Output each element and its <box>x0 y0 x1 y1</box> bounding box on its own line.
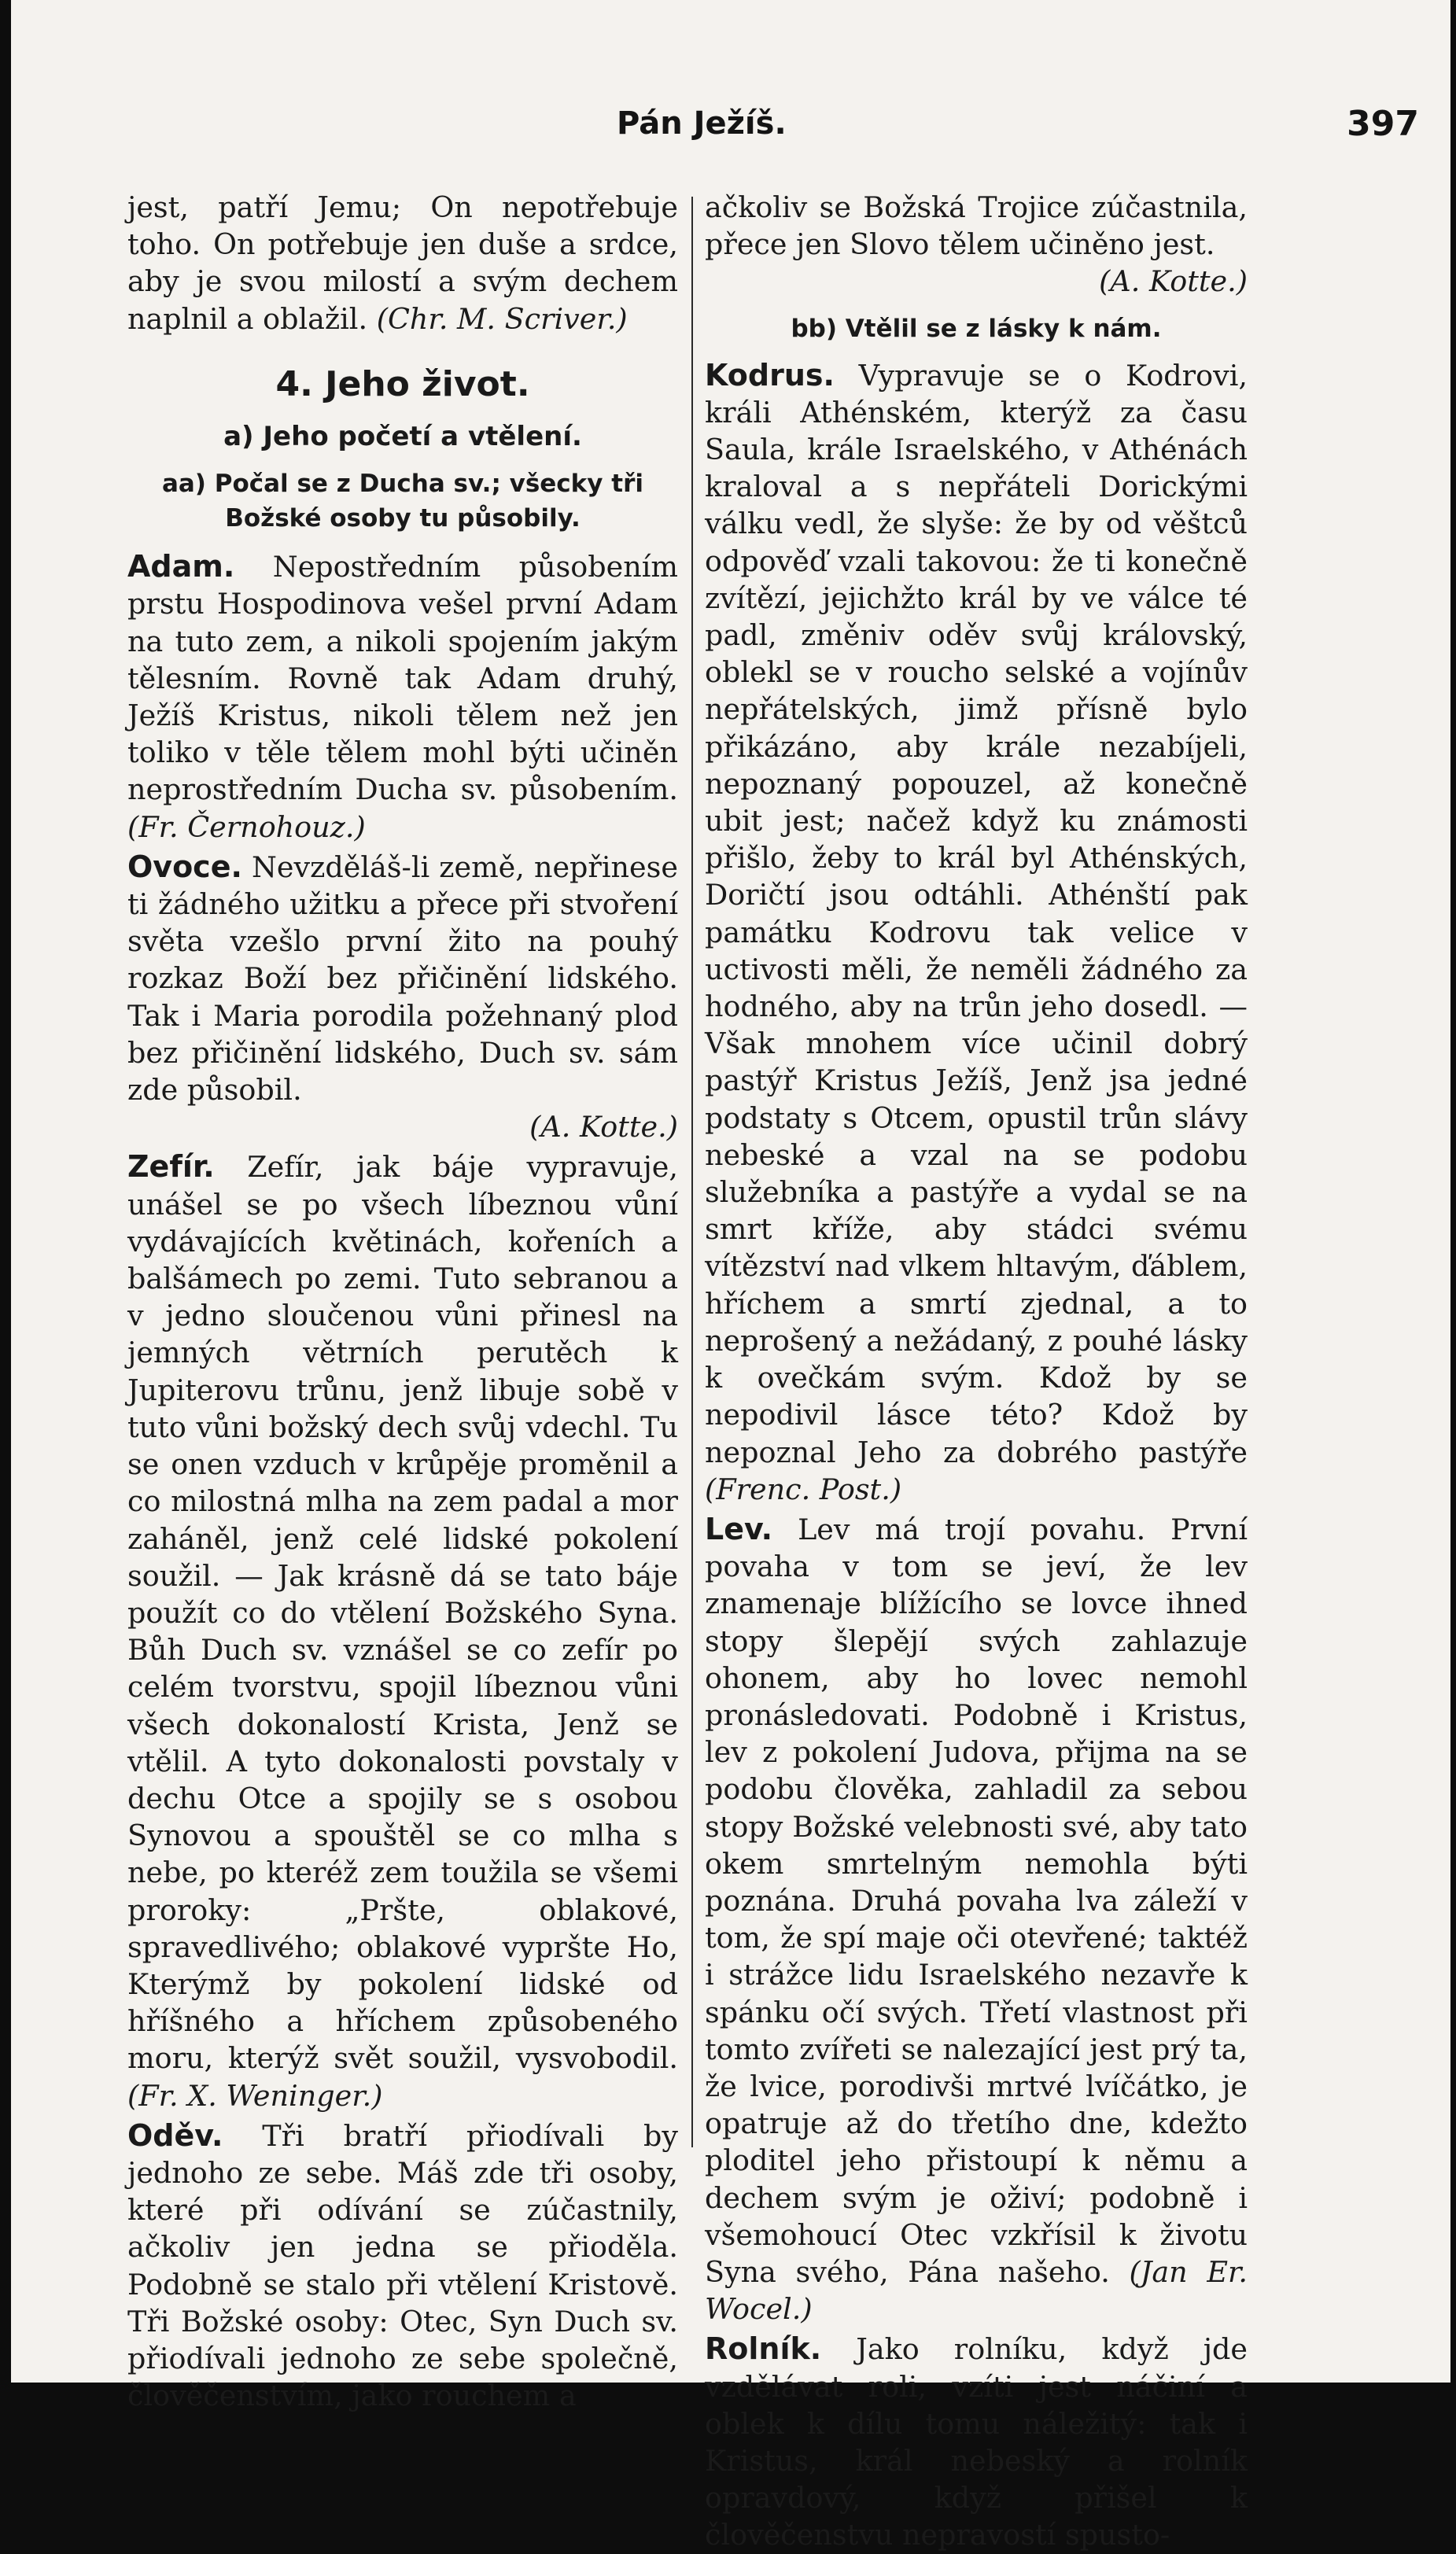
entry-keyword: Kodrus. <box>705 357 835 392</box>
entry-text: Nevzděláš-li země, nepřinese ti žádného užitku a přece při stvoření světa vzešlo první žito na pouhý rozkaz Boží bez přičinění lidského. Tak i Maria porodila požehnaný plod bez přičinění lidského, Duch sv. sám zde působil. <box>127 849 678 1107</box>
page-number: 397 <box>1347 104 1419 144</box>
running-title: Pán Ježíš. <box>617 105 787 142</box>
entry-citation: (Frenc. Post.) <box>705 1472 902 1506</box>
page-header <box>11 93 1450 148</box>
left-column <box>127 189 678 2414</box>
entry-citation-line <box>127 1108 678 1145</box>
entry-keyword: Adam. <box>127 549 235 584</box>
entry-lev <box>705 1511 1248 2327</box>
column-divider <box>691 197 693 2147</box>
subsection-heading: a) Jeho početí a vtělení. <box>223 421 582 453</box>
right-column <box>705 189 1248 2554</box>
intro-citation: (A. Kotte.) <box>1099 264 1248 299</box>
entry-keyword: Lev. <box>705 1511 773 1546</box>
entry-odev <box>127 2117 678 2415</box>
entry-text: Zefír, jak báje vypravuje, unášel se po všech líbeznou vůní vydávajících květinách, kořeních a balšámech po zemi. Tuto sebranou a v jedno sloučenou vůni přinesl na jemných větrních perutěch k Jupiterovu trůnu, jenž libuje sobě v tuto vůni božský dech svůj vdechl. Tu se onen vzduch v krůpěje proměnil a co milostná mlha na zem padal a mor zaháněl, jenž celé lidské pokolení soužil. — Jak krásně dá se tato báje použít co do vtělení Božského Syna. Bůh Duch sv. vznášel se co zefír po celém tvorstvu, spojil líbeznou vůni všech dokonalostí Krista, Jenž se vtělil. A tyto dokonalosti povstaly v dechu Otce a spojily se s osobou Synovou a spouštěl se co mlha s nebe, po kteréž zem toužila se všemi proroky: „Pršte, oblakové, spravedlivého; oblakové vypršte Ho, Kterýmž by pokolení lidské od hříšného a hříchem způsobeného moru, kterýž svět soužil, vysvobodil. <box>127 1150 678 2076</box>
entry-keyword: Zefír. <box>127 1149 215 1185</box>
entry-text: Jako rolníku, když jde vzdělávat roli, vzíti jest náčiní a oblek k dílu tomu náležitý: tak i Kristus, král nebeský a rolník opravdový, když přišel k člověčenstvu nepravostí spusto- <box>705 2332 1248 2552</box>
entry-keyword: Oděv. <box>127 2117 223 2153</box>
entry-text: Vypravuje se o Kodrovi, králi Athénském, kterýž za času Saula, krále Israelského, v Athénách kraloval a s nepřáteli Dorickými válku vedl, že slyše: že by od věštců odpověď vzali takovou: že ti konečně zvítězí, jejichžto král by ve válce té padl, změniv oděv svůj královský, oblekl se v roucho selské a vojínův nepřátelských, jimž přísně bylo přikázáno, aby krále nezabíjeli, nepoznaný popouzel, až konečně ubit jest; načež když ku známosti přišlo, žeby to král byl Athénských, Doričtí jsou odtáhli. Athénští pak památku Kodrovu tak velice v uctivosti měli, že neměli žádného za hodného, aby na trůn jeho dosedl. — Však mnohem více učinil dobrý pastýř Kristus Ježíš, Jenž jsa jedné podstaty s Otcem, opustil trůn slávy nebeské a vzal na se podobu služebníka a pastýře a vydal se na smrt kříže, aby stádci svému vítězství nad vlkem hltavým, ďáblem, hříchem a smrtí zjednal, a to neprošený a nežádaný, z pouhé lásky k ovečkám svým. Kdož by se nepodivil lásce této? Kdož by nepoznal Jeho za dobrého pastýře <box>705 358 1248 1469</box>
intro-paragraph <box>705 189 1248 263</box>
entry-keyword: Rolník. <box>705 2331 822 2367</box>
entry-keyword: Ovoce. <box>127 849 242 884</box>
entry-adam <box>127 548 678 846</box>
book-page <box>11 0 1450 2552</box>
subsubsection-heading: bb) Vtělil se z lásky k nám. <box>791 314 1162 343</box>
entry-text: Tři bratří přiodívali by jednoho ze sebe. Máš zde tři osoby, které při odívání se zúčastnily, ačkoliv jen jedna se přioděla. Podobně se stalo při vtělení Kristově. Tři Božské osoby: Otec, Syn Duch sv. přiodívali jednoho ze sebe společně, člověčenstvím, jako rouchem a <box>127 2118 678 2413</box>
section-title: 4. Jeho život. <box>275 363 530 404</box>
entry-rolnik <box>705 2331 1248 2553</box>
intro-citation: (Chr. M. Scriver.) <box>376 301 628 336</box>
entry-text: Nepostředním působením prstu Hospodinova vešel první Adam na tuto zem, a nikoli spojením jakým tělesním. Rovně tak Adam druhý, Ježíš Kristus, nikoli tělem než jen toliko v těle tělem mohl býti učiněn neprostředním Ducha sv. působením. <box>127 550 679 807</box>
entry-citation: (Fr. Černohouz.) <box>127 809 366 844</box>
entry-kodrus <box>705 357 1248 1508</box>
subsubsection-heading: aa) Počal se z Ducha sv.; všecky tři Božské osoby tu působily. <box>161 470 644 533</box>
entry-citation: (A. Kotte.) <box>529 1110 678 1144</box>
entry-citation: (Fr. X. Weninger.) <box>127 2078 383 2113</box>
entry-ovoce <box>127 849 678 1108</box>
entry-zefir <box>127 1148 678 2114</box>
intro-paragraph <box>127 189 678 337</box>
intro-citation-line <box>705 263 1248 300</box>
entry-text: Lev má trojí povahu. První povaha v tom se jeví, že lev znamenaje blížícího se lovce ihned stopy šlepějí svých zahlazuje ohonem, aby ho lovec nemohl pronásledovati. Podobně i Kristus, lev z pokolení Judova, přijma na se podobu člověka, zahladil za sebou stopy Božské velebnosti své, aby tato okem smrtelným nemohla býti poznána. Druhá povaha lva záleží v tom, že spí maje oči otevřené; taktéž i strážce lidu Israelského nezavře k spánku očí svých. Třetí vlastnost při tomto zvířeti se nalezající jest prý ta, že lvice, porodivši mrtvé lvíčátko, je opatruje až do třetího dne, kdežto ploditel jeho přistoupí k němu a dechem svým je oživí; podobně i všemohoucí Otec vzkřísil k životu Syna svého, Pána našeho. <box>705 1512 1248 2289</box>
intro-text: ačkoliv se Božská Trojice zúčastnila, přece jen Slovo tělem učiněno jest. <box>705 190 1248 262</box>
intro-text: jest, patří Jemu; On nepotřebuje toho. On potřebuje jen duše a srdce, aby je svou milostí a svým dechem naplnil a oblažil. <box>127 190 678 336</box>
entry-citation: (Jan Er. Wocel.) <box>705 2254 1248 2327</box>
